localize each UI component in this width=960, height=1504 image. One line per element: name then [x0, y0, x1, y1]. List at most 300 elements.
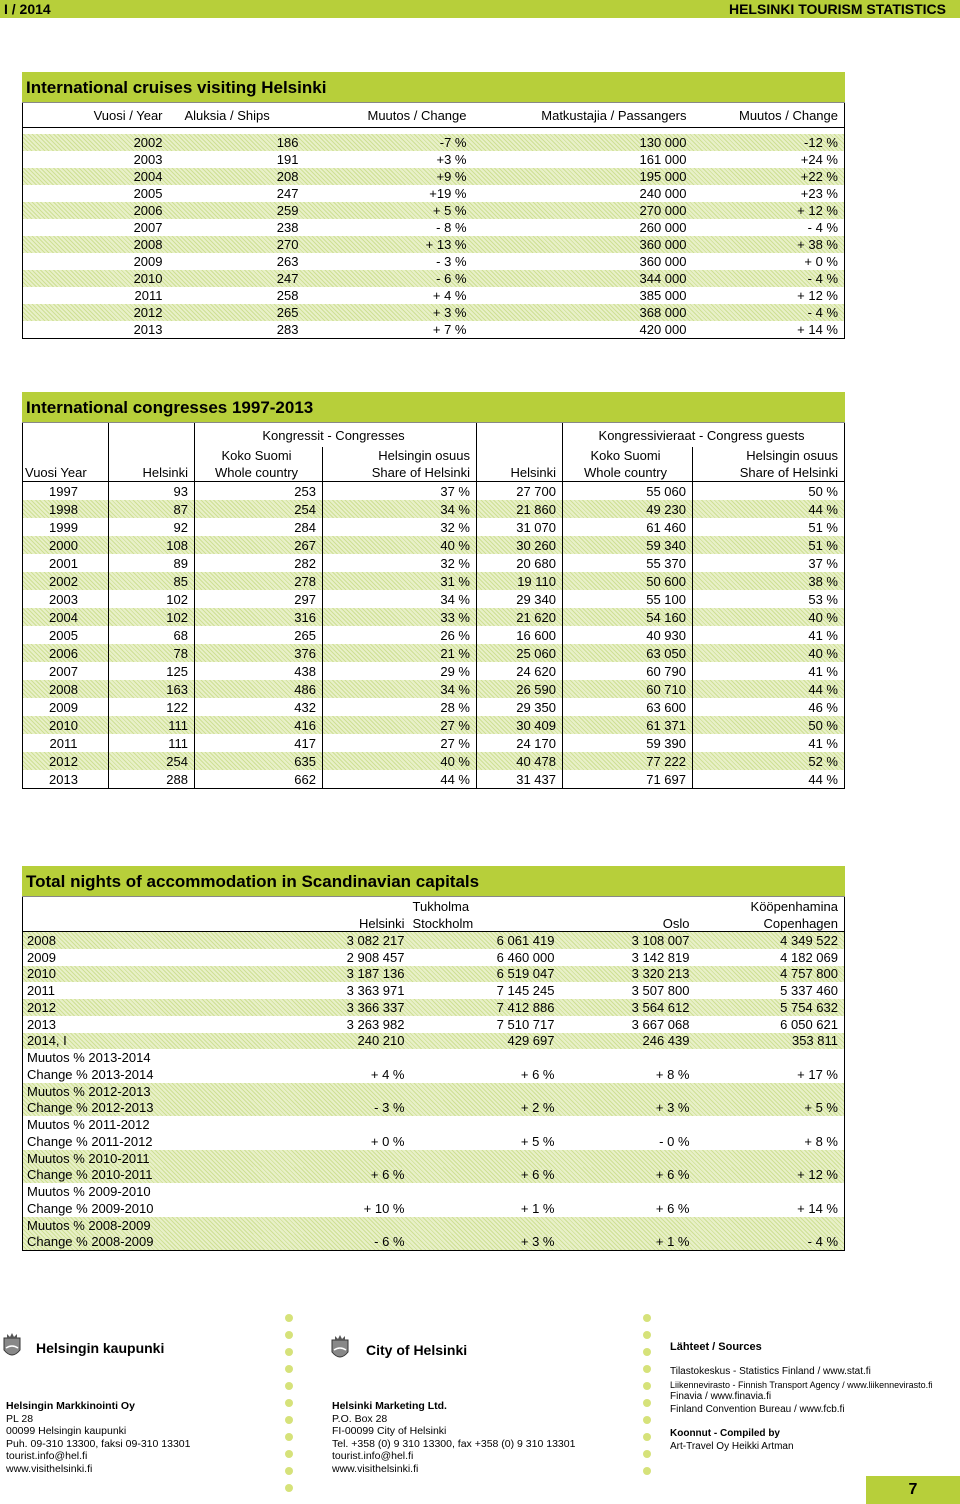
table-cell: 432	[195, 698, 323, 716]
table-cell: 2002	[133, 135, 163, 150]
table-cell	[261, 1217, 411, 1234]
table-cell: 6 050 621	[780, 1016, 838, 1032]
table-cell: 6 519 047	[496, 966, 555, 982]
subheader-cell: Helsinki	[477, 463, 563, 482]
table-row	[23, 482, 845, 501]
logo-text-en: City of Helsinki	[366, 1342, 468, 1358]
table-cell: 31 070	[477, 518, 563, 536]
table-cell: 68	[109, 626, 195, 644]
table-cell: 44 %	[808, 501, 838, 517]
table-cell: 635	[195, 752, 323, 770]
table-cell: 40 930	[563, 626, 693, 644]
table-cell	[261, 1083, 411, 1100]
header-row	[23, 897, 845, 915]
table-cell: 420 000	[639, 322, 687, 337]
table-cell	[696, 1049, 845, 1066]
table-cell: 2008	[23, 680, 109, 698]
org-fi-name: Helsingin Markkinointi Oy	[6, 1400, 135, 1412]
header-cell: Oslo	[561, 915, 696, 932]
table-cell: 270 000	[639, 203, 687, 218]
table-cell: 111	[109, 734, 195, 752]
table-cell	[411, 1183, 561, 1200]
table-cell: 2007	[23, 662, 109, 680]
table-cell: 270	[276, 237, 299, 252]
table-cell: 2012	[133, 305, 163, 320]
table-row	[23, 1234, 845, 1251]
table-cell: 4 757 800	[780, 966, 838, 982]
table-cell: Muutos % 2013-2014	[27, 1050, 151, 1066]
cruise-section	[22, 72, 845, 339]
subheader-cell: Koko Suomi	[195, 447, 323, 463]
table-cell: + 4 %	[370, 1066, 405, 1082]
table-cell: 284	[195, 518, 323, 536]
source-item: Finland Convention Bureau / www.fcb.fi	[670, 1403, 845, 1415]
table-cell: 3 366 337	[346, 999, 405, 1015]
cruise-table	[22, 103, 845, 339]
table-cell: 267	[195, 536, 323, 554]
header-cell	[561, 897, 696, 915]
table-cell: 7 510 717	[496, 1016, 555, 1032]
table-cell: 21 860	[477, 500, 563, 518]
table-cell: 102	[109, 608, 195, 626]
table-cell: 60 710	[563, 680, 693, 698]
compiled-by: Art-Travel Oy Heikki Artman	[670, 1441, 794, 1452]
org-fi-line: PL 28	[6, 1412, 34, 1425]
table-cell	[411, 1116, 561, 1133]
source-item: Tilastokeskus - Statistics Finland / www.stat.fi	[670, 1366, 871, 1377]
issue-label: I / 2014	[4, 1, 51, 17]
page-header	[0, 0, 960, 18]
table-cell: + 14 %	[797, 1200, 838, 1216]
table-row	[23, 219, 845, 236]
table-row	[23, 662, 845, 680]
table-cell: 3 187 136	[346, 966, 405, 982]
table-cell: 2011	[27, 983, 55, 999]
table-cell: 416	[195, 716, 323, 734]
org-fi-line: 00099 Helsingin kaupunki	[6, 1425, 127, 1437]
subheader-cell: Whole country	[195, 463, 323, 482]
table-cell: 5 754 632	[780, 999, 838, 1015]
subheader-cell: Share of Helsinki	[693, 463, 845, 482]
sources-title: Lähteet / Sources	[670, 1341, 762, 1353]
table-cell: 283	[276, 322, 299, 337]
table-cell: 59 340	[563, 536, 693, 554]
header-row	[23, 915, 845, 932]
table-cell: +19 %	[429, 186, 467, 201]
table-cell: - 6 %	[374, 1234, 405, 1250]
table-row	[23, 536, 845, 554]
table-cell: 30 260	[477, 536, 563, 554]
table-cell: 52 %	[808, 753, 838, 769]
table-cell: 4 349 522	[780, 932, 838, 948]
table-cell: -12 %	[804, 135, 838, 150]
table-row	[23, 1133, 845, 1150]
table-row	[23, 590, 845, 608]
header-cell	[23, 915, 261, 932]
column-header: Muutos / Change	[693, 103, 845, 128]
table-cell: 78	[109, 644, 195, 662]
table-cell: 20 680	[477, 554, 563, 572]
table-cell: 2013	[133, 322, 163, 337]
table-cell: 316	[195, 608, 323, 626]
table-cell: 24 620	[477, 662, 563, 680]
table-cell: 2005	[133, 186, 163, 201]
table-cell: 41 %	[808, 663, 838, 679]
table-cell: 29 %	[323, 662, 477, 680]
table-cell: 2007	[133, 220, 163, 235]
table-cell: 37 %	[323, 482, 477, 501]
table-cell	[696, 1183, 845, 1200]
table-cell: 92	[109, 518, 195, 536]
source-item: Finavia / www.finavia.fi	[670, 1391, 772, 1402]
group-header: Kongressivieraat - Congress guests	[598, 427, 805, 443]
table-cell: 376	[195, 644, 323, 662]
table-cell: 282	[195, 554, 323, 572]
table-row	[23, 168, 845, 185]
table-cell: 2008	[27, 932, 56, 948]
table-cell: + 6 %	[520, 1066, 555, 1082]
table-cell: + 3 %	[432, 305, 467, 320]
cruise-header-row	[23, 103, 845, 128]
table-cell: 41 %	[808, 627, 838, 643]
org-fi-block	[6, 1400, 190, 1475]
table-cell: 38 %	[808, 573, 838, 589]
table-cell: 30 409	[477, 716, 563, 734]
table-cell: Change % 2011-2012	[27, 1133, 153, 1149]
group-header-row	[23, 423, 845, 447]
table-cell: - 4 %	[807, 1234, 838, 1250]
table-cell: 40 %	[808, 609, 838, 625]
subheader-cell	[477, 447, 563, 463]
table-cell: 2006	[133, 203, 163, 218]
subheader-row	[23, 463, 845, 482]
table-cell: 7 145 245	[496, 983, 555, 999]
table-cell: +9 %	[436, 169, 467, 184]
table-row	[23, 1183, 845, 1200]
table-cell: + 4 %	[432, 288, 467, 303]
table-row	[23, 1150, 845, 1167]
table-cell: 2004	[23, 608, 109, 626]
cruise-title: International cruises visiting Helsinki	[22, 72, 845, 103]
table-cell: 54 160	[563, 608, 693, 626]
header-cell: Copenhagen	[696, 915, 845, 932]
table-cell: 260 000	[639, 220, 687, 235]
table-cell: 61 460	[563, 518, 693, 536]
table-cell: + 3 %	[520, 1234, 555, 1250]
table-cell: Muutos % 2012-2013	[27, 1083, 151, 1099]
header-cell	[23, 897, 261, 915]
table-cell: 26 %	[323, 626, 477, 644]
table-cell: - 4 %	[807, 271, 838, 286]
table-cell: + 1 %	[655, 1234, 690, 1250]
table-cell: 34 %	[323, 500, 477, 518]
congress-table	[22, 423, 845, 789]
subheader-cell: Helsinki	[109, 463, 195, 482]
header-cell	[477, 423, 563, 447]
table-row	[23, 1066, 845, 1083]
table-cell: + 10 %	[363, 1200, 405, 1216]
table-cell: 438	[195, 662, 323, 680]
table-cell: 31 %	[323, 572, 477, 590]
table-row	[23, 1049, 845, 1066]
table-cell: 2010	[27, 966, 56, 982]
table-cell: 240 210	[357, 1033, 405, 1049]
table-cell: 360 000	[639, 237, 687, 252]
table-row	[23, 644, 845, 662]
table-cell: +3 %	[436, 152, 467, 167]
org-fi-email[interactable]: tourist.info@hel.fi	[6, 1450, 88, 1462]
org-fi-web[interactable]: www.visithelsinki.fi	[6, 1462, 93, 1475]
table-cell	[411, 1150, 561, 1167]
table-cell: 122	[109, 698, 195, 716]
table-row	[23, 966, 845, 983]
subheader-cell: Koko Suomi	[563, 447, 693, 463]
header-cell	[23, 423, 109, 447]
table-cell: 278	[195, 572, 323, 590]
table-cell	[561, 1183, 696, 1200]
table-cell: 163	[109, 680, 195, 698]
table-cell: - 4 %	[807, 220, 838, 235]
table-row	[23, 500, 845, 518]
table-cell: + 6 %	[370, 1167, 405, 1183]
table-cell: 254	[195, 500, 323, 518]
table-cell	[261, 1116, 411, 1133]
table-cell: 21 %	[323, 644, 477, 662]
table-cell: + 6 %	[520, 1167, 555, 1183]
table-cell: 85	[109, 572, 195, 590]
table-cell: 46 %	[808, 699, 838, 715]
table-cell: 6 061 419	[496, 932, 555, 948]
table-cell: Change % 2013-2014	[27, 1066, 154, 1082]
org-en-web[interactable]: www.visithelsinki.fi	[332, 1462, 419, 1475]
table-cell: - 3 %	[436, 254, 467, 269]
table-cell: 125	[109, 662, 195, 680]
table-cell: 1998	[23, 500, 109, 518]
table-cell: 288	[109, 770, 195, 789]
table-cell: 51 %	[808, 519, 838, 535]
table-cell	[261, 1183, 411, 1200]
table-cell: 258	[276, 288, 299, 303]
table-cell: 353 811	[791, 1033, 838, 1049]
table-cell	[261, 1150, 411, 1167]
table-row	[23, 287, 845, 304]
table-cell: 51 %	[808, 537, 838, 553]
table-cell: Change % 2009-2010	[27, 1200, 154, 1216]
table-cell	[696, 1150, 845, 1167]
table-row	[23, 734, 845, 752]
table-row	[23, 716, 845, 734]
table-cell: + 5 %	[804, 1100, 838, 1116]
subheader-cell: Helsingin osuus	[746, 447, 838, 463]
table-row	[23, 1100, 845, 1117]
accom-table	[22, 897, 845, 1251]
table-cell: 31 437	[477, 770, 563, 789]
org-en-name: Helsinki Marketing Ltd.	[332, 1400, 447, 1412]
table-cell: Change % 2010-2011	[27, 1167, 153, 1183]
table-row	[23, 1217, 845, 1234]
source-item: Liikennevirasto - Finnish Transport Agency / www.liikennevirasto.fi	[670, 1379, 933, 1390]
table-cell: 34 %	[323, 590, 477, 608]
table-row	[23, 185, 845, 202]
table-cell: + 5 %	[520, 1133, 555, 1149]
table-cell: - 4 %	[807, 305, 838, 320]
table-cell: 44 %	[323, 770, 477, 789]
table-cell	[411, 1049, 561, 1066]
table-cell: 265	[195, 626, 323, 644]
subheader-cell	[23, 447, 109, 463]
table-cell: 63 050	[563, 644, 693, 662]
table-row	[23, 236, 845, 253]
table-cell: -7 %	[439, 135, 467, 150]
table-cell: 2000	[23, 536, 109, 554]
table-cell: 360 000	[639, 254, 687, 269]
table-cell: 6 460 000	[496, 949, 555, 965]
table-row	[23, 982, 845, 999]
table-cell: 161 000	[639, 152, 687, 167]
table-cell: 662	[195, 770, 323, 789]
table-row	[23, 932, 845, 949]
table-cell: 71 697	[563, 770, 693, 789]
table-cell: + 6 %	[655, 1200, 690, 1216]
table-cell: 32 %	[323, 554, 477, 572]
subheader-cell	[109, 447, 195, 463]
header-cell: Stockholm	[411, 915, 561, 932]
page-number: 7	[866, 1476, 960, 1504]
subheader-cell: Share of Helsinki	[323, 463, 477, 482]
table-cell: 238	[276, 220, 299, 235]
table-cell: 2009	[27, 949, 56, 965]
table-cell: 208	[276, 169, 299, 184]
subheader-cell: Whole country	[563, 463, 693, 482]
table-cell: Change % 2008-2009	[27, 1234, 154, 1250]
table-cell: 24 170	[477, 734, 563, 752]
table-cell: 40 %	[323, 752, 477, 770]
table-cell: 2 908 457	[346, 949, 405, 965]
table-cell: 240 000	[639, 186, 687, 201]
table-row	[23, 1167, 845, 1184]
table-cell: 130 000	[639, 135, 687, 150]
table-cell: 4 182 069	[780, 949, 838, 965]
table-cell: + 3 %	[655, 1100, 690, 1116]
table-cell: + 12 %	[797, 288, 838, 303]
table-cell: 3 564 612	[631, 999, 690, 1015]
helsinki-crest-icon	[330, 1334, 350, 1362]
table-cell: 93	[109, 482, 195, 501]
table-row	[23, 698, 845, 716]
table-cell: 2012	[23, 752, 109, 770]
table-row	[23, 572, 845, 590]
table-cell: 259	[276, 203, 299, 218]
table-row	[23, 680, 845, 698]
table-cell: Change % 2012-2013	[27, 1100, 154, 1116]
table-cell: + 8 %	[655, 1066, 690, 1082]
table-cell: + 38 %	[797, 237, 838, 252]
table-cell: 59 390	[563, 734, 693, 752]
table-cell: Muutos % 2010-2011	[27, 1150, 150, 1166]
table-cell: 111	[109, 716, 195, 734]
accom-section	[22, 866, 845, 1251]
table-cell: 2008	[133, 237, 163, 252]
footer	[0, 1300, 960, 1504]
table-row	[23, 518, 845, 536]
accom-title: Total nights of accommodation in Scandinavian capitals	[22, 866, 845, 897]
logo-text-fi: Helsingin kaupunki	[36, 1340, 165, 1356]
table-cell: 191	[276, 152, 299, 167]
table-cell: 108	[109, 536, 195, 554]
table-row	[23, 1083, 845, 1100]
table-cell: 41 %	[808, 735, 838, 751]
table-cell: 2014, I	[27, 1033, 67, 1049]
table-cell	[411, 1083, 561, 1100]
table-cell: 254	[109, 752, 195, 770]
table-cell: 3 363 971	[346, 983, 405, 999]
table-cell: 34 %	[323, 680, 477, 698]
table-cell: 44 %	[808, 681, 838, 697]
congress-title: International congresses 1997-2013	[22, 392, 845, 423]
table-row	[23, 304, 845, 321]
org-en-block	[332, 1400, 575, 1475]
group-header: Kongressit - Congresses	[195, 423, 477, 447]
table-cell: 2003	[133, 152, 163, 167]
table-cell: 27 700	[477, 482, 563, 501]
table-cell: 3 142 819	[631, 949, 690, 965]
table-cell: 89	[109, 554, 195, 572]
table-cell: Muutos % 2008-2009	[27, 1217, 151, 1233]
table-cell: + 5 %	[432, 203, 467, 218]
dot-column	[643, 1314, 651, 1484]
table-cell: 50 600	[563, 572, 693, 590]
table-cell: 61 371	[563, 716, 693, 734]
table-row	[23, 949, 845, 966]
table-cell: 297	[195, 590, 323, 608]
table-cell: 5 337 460	[780, 983, 838, 999]
table-cell: 2011	[23, 734, 109, 752]
table-cell: + 13 %	[425, 237, 467, 252]
table-cell: + 12 %	[797, 1167, 838, 1183]
table-cell: 29 340	[477, 590, 563, 608]
table-cell	[561, 1116, 696, 1133]
table-cell: 429 697	[507, 1033, 555, 1049]
table-cell: 2003	[23, 590, 109, 608]
table-cell	[696, 1083, 845, 1100]
table-cell: 33 %	[323, 608, 477, 626]
table-cell: 265	[276, 305, 299, 320]
table-cell: Muutos % 2009-2010	[27, 1184, 151, 1200]
table-row	[23, 999, 845, 1016]
table-cell: +23 %	[800, 186, 838, 201]
table-row	[23, 1033, 845, 1050]
table-cell: - 0 %	[659, 1133, 690, 1149]
table-row	[23, 1116, 845, 1133]
table-cell: 344 000	[639, 271, 687, 286]
table-cell: 29 350	[477, 698, 563, 716]
table-cell: 44 %	[808, 771, 838, 787]
table-cell: 2010	[23, 716, 109, 734]
table-row	[23, 608, 845, 626]
table-cell: 3 263 982	[346, 1016, 405, 1032]
table-row	[23, 253, 845, 270]
org-en-line: Tel. +358 (0) 9 310 13300, fax +358 (0) 9 310 13301	[332, 1437, 576, 1450]
table-cell: + 12 %	[797, 203, 838, 218]
org-en-email[interactable]: tourist.info@hel.fi	[332, 1450, 414, 1462]
table-row	[23, 1200, 845, 1217]
table-cell: 55 370	[563, 554, 693, 572]
column-header: Matkustajia / Passangers	[473, 103, 693, 128]
table-row	[23, 270, 845, 287]
table-cell	[561, 1083, 696, 1100]
table-cell: + 1 %	[520, 1200, 555, 1216]
table-cell: 37 %	[808, 555, 838, 571]
